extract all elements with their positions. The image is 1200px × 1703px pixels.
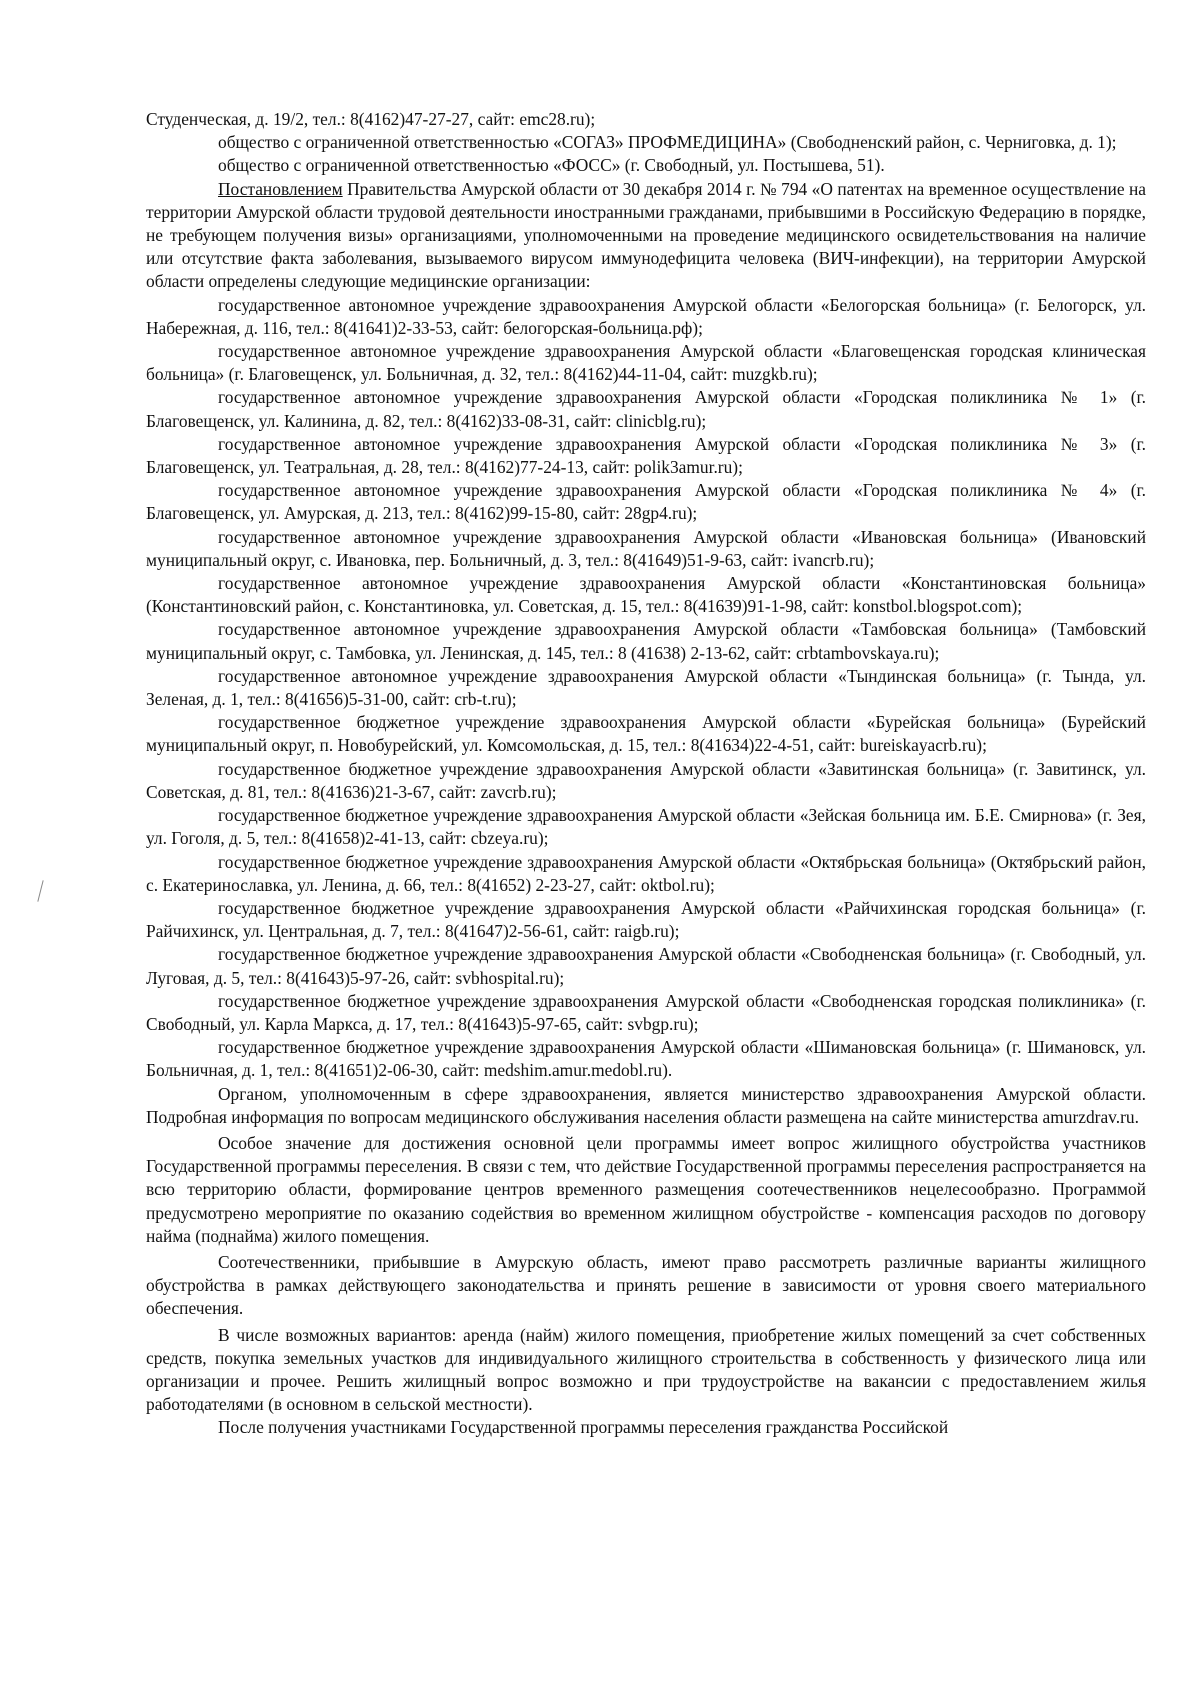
- list-item-polyclinic-4: государственное автономное учреждение здравоохранения Амурской области «Городская поликлиника № 4» (г. Благовещенск, ул. Амурская, д. 213, тел.: 8(4162)99-15-80, сайт: 28gp4.ru);: [146, 480, 1146, 524]
- list-item-oktyabrsky: государственное бюджетное учреждение здравоохранения Амурской области «Октябрьская больница» (Октябрьский район, с. Екатеринославка, ул. Ленина, д. 66, тел.: 8(41652) 2-23-27, сайт: oktbol.ru);: [146, 851, 1146, 895]
- list-item-ivanovka: государственное автономное учреждение здравоохранения Амурской области «Ивановская больница» (Ивановский муниципальный округ, с. Ивановка, пер. Больничный, д. 3, тел.: 8(41649)51-9-63, сайт: ivancrb.ru);: [146, 526, 1146, 570]
- resolution-text: Правительства Амурской области от 30 декабря 2014 г. № 794 «О патентах на временное осуществление на территории Амурской области трудовой деятельности иностранными гражданами, прибывшими в Российскую Федерацию в порядке, не требующем получения визы» организациями, уполномоченными на проведение медицинского освидетельствования на наличие или отсутствие факта заболевания, вызываемого вирусом иммунодефицита человека (ВИЧ-инфекции), на территории Амурской области определены следующие медицинские организации:: [146, 178, 1146, 292]
- list-item-konstantinovka: государственное автономное учреждение здравоохранения Амурской области «Константиновская больница» (Константиновский район, с. Константиновка, ул. Советская, д. 15, тел.: 8(41639)91-1-98, сайт: konstbol.blogspot.com);: [146, 573, 1146, 617]
- list-item-bureya: государственное бюджетное учреждение здравоохранения Амурской области «Бурейская больница» (Бурейский муниципальный округ, п. Новобурейский, ул. Комсомольская, д. 15, тел.: 8(41634)22-4-51, сайт: bureiskayacrb.ru);: [146, 712, 1146, 756]
- paragraph-org-sogaz: общество с ограниченной ответственностью «СОГАЗ» ПРОФМЕДИЦИНА» (Свободненский район, с. Черниговка, д. 1);: [218, 132, 1117, 153]
- list-item-svobodny-hospital: государственное бюджетное учреждение здравоохранения Амурской области «Свободненская больница» (г. Свободный, ул. Луговая, д. 5, тел.: 8(41643)5-97-26, сайт: svbhospital.ru);: [146, 944, 1146, 988]
- list-item-blagoveshchensk-hospital: государственное автономное учреждение здравоохранения Амурской области «Благовещенская городская клиническая больница» (г. Благовещенск, ул. Больничная, д. 32, тел.: 8(4162)44-11-04, сайт: muzgkb.ru);: [146, 341, 1146, 385]
- resolution-link[interactable]: Постановлением: [218, 178, 343, 199]
- scan-artifact: [37, 880, 43, 902]
- list-item-svobodny-polyclinic: государственное бюджетное учреждение здравоохранения Амурской области «Свободненская городская поликлиника» (г. Свободный, ул. Карла Маркса, д. 17, тел.: 8(41643)5-97-65, сайт: svbgp.ru);: [146, 990, 1146, 1034]
- list-item-shimanovsk: государственное бюджетное учреждение здравоохранения Амурской области «Шимановская больница» (г. Шимановск, ул. Больничная, д. 1, тел.: 8(41651)2-06-30, сайт: medshim.amur.medobl.ru).: [146, 1037, 1146, 1081]
- paragraph-org-foss: общество с ограниченной ответственностью «ФОСС» (г. Свободный, ул. Постышева, 51).: [218, 155, 885, 176]
- list-item-zeya: государственное бюджетное учреждение здравоохранения Амурской области «Зейская больница им. Б.Е. Смирнова» (г. Зея, ул. Гоголя, д. 5, тел.: 8(41658)2-41-13, сайт: cbzeya.ru);: [146, 805, 1146, 849]
- list-item-raichikhinsk: государственное бюджетное учреждение здравоохранения Амурской области «Райчихинская городская больница» (г. Райчихинск, ул. Центральная, д. 7, тел.: 8(41647)2-56-61, сайт: raigb.ru);: [146, 897, 1146, 942]
- paragraph-citizenship: После получения участниками Государственной программы переселения гражданства Российской: [218, 1417, 949, 1438]
- paragraph-resolution: [146, 178, 1146, 294]
- list-item-tambovka: государственное автономное учреждение здравоохранения Амурской области «Тамбовская больница» (Тамбовский муниципальный округ, с. Тамбовка, ул. Ленинская, д. 145, тел.: 8 (41638) 2-13-62, сайт: crbtambovskaya.ru);: [146, 619, 1146, 663]
- list-item-zavitinsk: государственное бюджетное учреждение здравоохранения Амурской области «Завитинская больница» (г. Завитинск, ул. Советская, д. 81, тел.: 8(41636)21-3-67, сайт: zavcrb.ru);: [146, 758, 1146, 802]
- list-item-polyclinic-1: государственное автономное учреждение здравоохранения Амурской области «Городская поликлиника № 1» (г. Благовещенск, ул. Калинина, д. 82, тел.: 8(4162)33-08-31, сайт: clinicblg.ru);: [146, 387, 1146, 431]
- list-item-polyclinic-3: государственное автономное учреждение здравоохранения Амурской области «Городская поликлиника № 3» (г. Благовещенск, ул. Театральная, д. 28, тел.: 8(4162)77-24-13, сайт: polik3amur.ru);: [146, 433, 1146, 478]
- list-item-belogorsk: государственное автономное учреждение здравоохранения Амурской области «Белогорская больница» (г. Белогорск, ул. Набережная, д. 116, тел.: 8(41641)2-33-53, сайт: белогорская-больница.рф);: [146, 294, 1146, 338]
- paragraph-compatriots: Соотечественники, прибывшие в Амурскую область, имеют право рассмотреть различные варианты жилищного обустройства в рамках действующего законодательства и принять решение в зависимости от уровня своего материального обеспечения.: [146, 1251, 1146, 1319]
- paragraph-housing: Особое значение для достижения основной цели программы имеет вопрос жилищного обустройства участников Государственной программы переселения. В связи с тем, что действие Государственной программы переселения распространяется на всю территорию области, формирование центров временного размещения соотечественников нецелесообразно. Программой предусмотрено мероприятие по оказанию содействия во временном жилищном обустройстве - компенсация расходов по договору найма (поднайма) жилого помещения.: [146, 1132, 1146, 1246]
- paragraph-options: В числе возможных вариантов: аренда (найм) жилого помещения, приобретение жилых помещений за счет собственных средств, покупка земельных участков для индивидуального жилищного строительства в собственность у физического лица или организации и прочее. Решить жилищный вопрос возможно и при трудоустройстве на вакансии с предоставлением жилья работодателями (в основном в сельской местности).: [146, 1324, 1146, 1415]
- paragraph-ministry: Органом, уполномоченным в сфере здравоохранения, является министерство здравоохранения Амурской области. Подробная информация по вопросам медицинского обслуживания населения области размещена на сайте министерства amurzdrav.ru.: [146, 1083, 1146, 1127]
- list-item-tynda: государственное автономное учреждение здравоохранения Амурской области «Тындинская больница» (г. Тында, ул. Зеленая, д. 1, тел.: 8(41656)5-31-00, сайт: crb-t.ru);: [146, 665, 1146, 710]
- paragraph-continuation: Студенческая, д. 19/2, тел.: 8(4162)47-27-27, сайт: emc28.ru);: [146, 109, 596, 129]
- document-page: [146, 108, 1146, 1440]
